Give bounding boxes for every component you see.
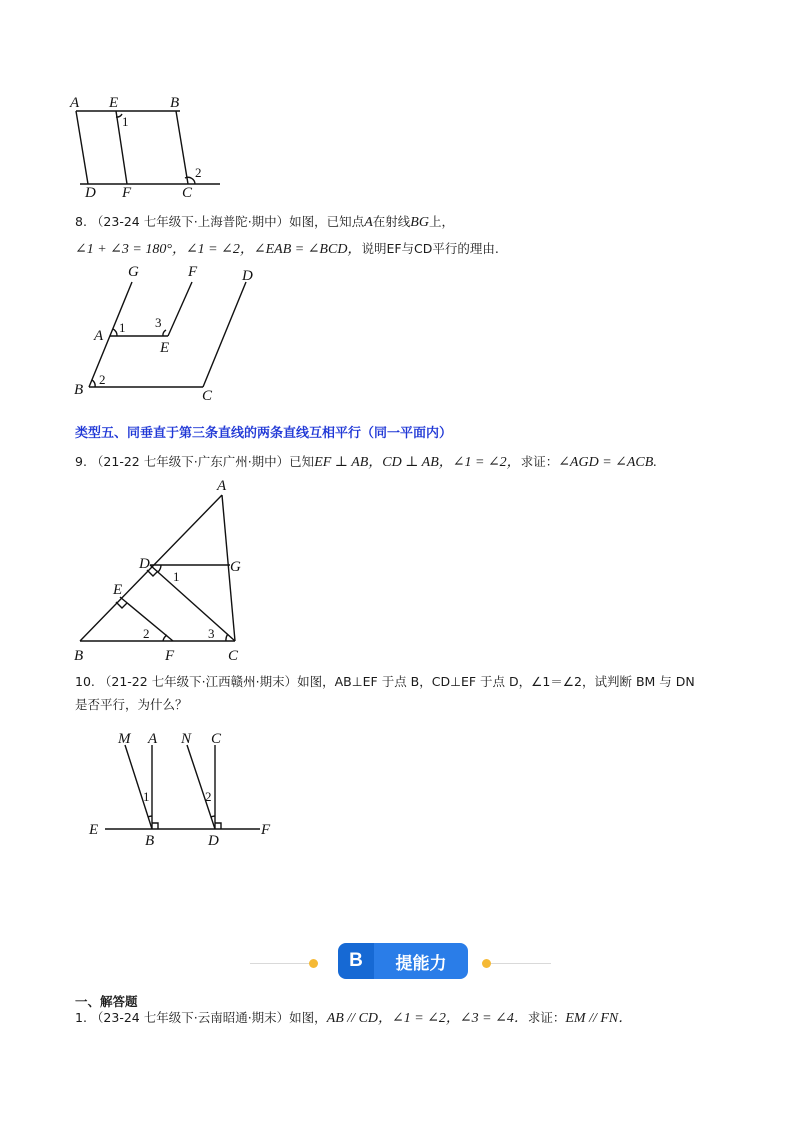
question-10-line-2: 是否平行，为什么？ [75,697,188,712]
question-source: （21-22 七年级下·江西赣州·期末） [98,674,298,689]
angle-1-label: 1 [143,789,150,804]
part-heading: 一、解答题 [75,994,138,1009]
angle-2-label: 2 [195,165,202,180]
label-A: A [94,328,104,344]
label-F: F [122,185,132,201]
angle-2-label: 2 [205,789,212,804]
section-banner [338,943,468,979]
banner-left-line [250,963,310,964]
angle-2-label: 2 [143,626,150,641]
question-number: 9. [75,454,87,469]
angle-2-label: 2 [99,372,106,387]
label-E: E [89,822,99,838]
figure-parallel-lines-top [60,90,240,205]
banner-left-dot [309,959,318,968]
question-1: 1. （23-24 七年级下·云南昭通·期末）如图，AB // CD，∠1 = ∠2，∠3 = ∠4．求证：EM // FN． [75,1010,633,1026]
question-8-line-1: 8. （23-24 七年级下·上海普陀·期中）如图，已知点A在射线BG上， [75,214,454,230]
angle-3-label: 3 [155,315,162,330]
label-C: C [182,185,193,201]
label-F: F [261,822,271,838]
question-source: （21-22 七年级下·广东广州·期中） [90,454,290,469]
figure-question-8 [68,262,268,412]
label-D: D [139,556,150,572]
label-B: B [170,95,180,111]
label-B: B [74,382,84,398]
label-E: E [109,95,119,111]
angle-1-label: 1 [122,114,129,129]
label-A: A [148,731,158,747]
label-A: A [70,95,80,111]
banner-right-line [491,963,551,964]
banner-right-dot [482,959,491,968]
label-E: E [113,582,123,598]
label-D: D [242,268,253,284]
question-source: （23-24 七年级下·上海普陀·期中） [90,214,290,229]
banner-letter: B [338,943,374,979]
section-title: 类型五、同垂直于第三条直线的两条直线互相平行（同一平面内） [75,426,453,441]
figure-question-10 [85,725,285,855]
question-number: 10. [75,674,95,689]
label-D: D [208,833,219,849]
label-E: E [160,340,170,356]
question-9: 9. （21-22 七年级下·广东广州·期中）已知EF ⊥ AB，CD ⊥ AB，∠1 = ∠2，求证：∠AGD = ∠ACB. [75,454,657,470]
figure-question-9 [65,476,255,666]
question-10-line-1: 10. （21-22 七年级下·江西赣州·期末）如图，AB⊥EF 于点 B，CD⊥EF 于点 D，∠1＝∠2，试判断 BM 与 DN [75,674,695,689]
label-N: N [181,731,192,747]
angle-3-label: 3 [208,626,215,641]
question-8-line-2: ∠1 + ∠3 = 180°，∠1 = ∠2，∠EAB = ∠BCD，说明EF与CD平行的理由. [75,241,499,257]
question-number: 8. [75,214,87,229]
label-C: C [211,731,222,747]
label-B: B [74,648,84,664]
label-A: A [217,478,227,494]
question-source: （23-24 七年级下·云南昭通·期末） [90,1010,290,1025]
label-M: M [118,731,131,747]
label-G: G [128,264,139,280]
angle-1-label: 1 [119,320,126,335]
label-F: F [188,264,198,280]
label-F: F [165,648,175,664]
label-D: D [85,185,96,201]
label-C: C [228,648,239,664]
question-number: 1. [75,1010,87,1025]
label-G: G [230,559,241,575]
banner-title: 提能力 [374,943,468,979]
angle-1-label: 1 [173,569,180,584]
label-B: B [145,833,155,849]
label-C: C [202,388,213,404]
